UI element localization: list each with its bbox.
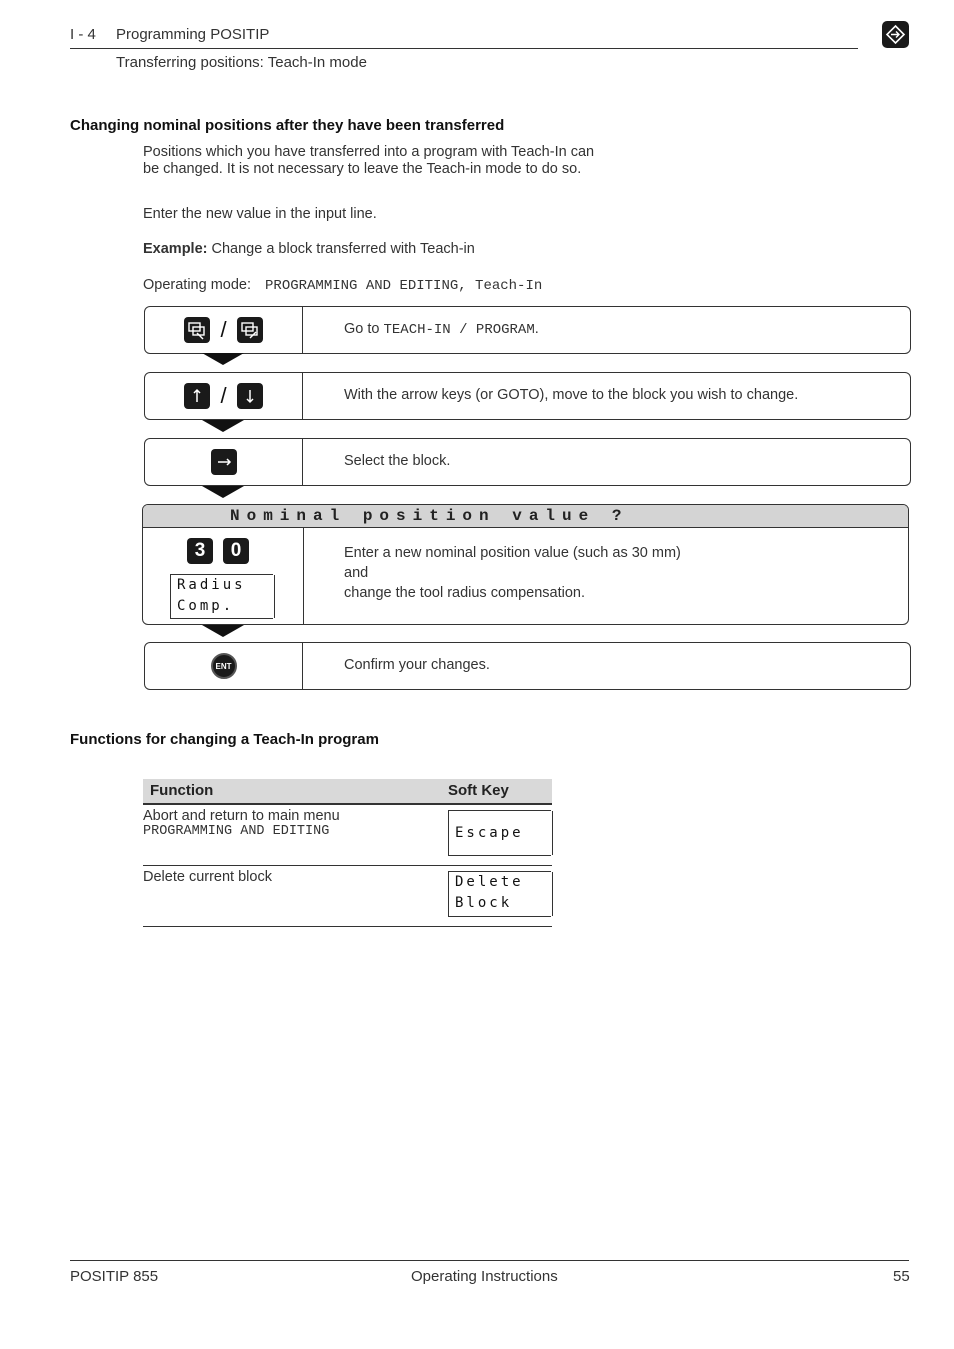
arrow-down-key-icon[interactable] [237, 383, 263, 409]
operating-mode-value: PROGRAMMING AND EDITING, Teach-In [265, 278, 543, 294]
key-separator: / [220, 383, 227, 408]
operating-mode-label: Operating mode: [143, 277, 252, 293]
flow-arrow-icon [202, 420, 244, 432]
softkey-line: Comp. [177, 598, 235, 614]
header-rule [70, 48, 858, 49]
step-select-block-arrows [144, 372, 911, 420]
function-label: Abort and return to main menu [143, 808, 340, 824]
step-description: Confirm your changes. [344, 657, 490, 673]
step-description [344, 543, 681, 603]
desc-line: change the tool radius compensation. [344, 585, 586, 601]
step-divider [302, 373, 303, 419]
example-label: Example: [143, 241, 208, 257]
footer-product: POSITIP 855 [70, 1268, 159, 1285]
softkey-line: Block [455, 895, 513, 911]
table-row [143, 866, 552, 927]
function-cell [143, 808, 340, 839]
key-separator: / [220, 317, 227, 342]
escape-softkey[interactable] [448, 810, 551, 856]
desc-line: and [344, 565, 369, 581]
teach-in-diamond-icon [882, 21, 909, 48]
step-keys [145, 373, 302, 419]
section-number: I - 4 [70, 26, 96, 43]
step-divider [302, 643, 303, 689]
step-enter-value [142, 504, 909, 625]
digit-key-3[interactable]: 3 [187, 538, 213, 564]
teach-in-key-icon[interactable] [184, 317, 210, 343]
step-description: Select the block. [344, 453, 451, 469]
desc-line: Enter a new nominal position value (such as 30 mm) [344, 545, 681, 561]
input-prompt-bar [143, 505, 908, 528]
step-keys [145, 439, 302, 485]
step-confirm [144, 642, 911, 690]
step-divider [302, 307, 303, 353]
step-keys [145, 643, 302, 689]
softkey-line: Radius [177, 577, 246, 593]
operating-mode-line [143, 277, 542, 295]
function-cell [143, 869, 272, 885]
functions-table [143, 779, 552, 927]
softkey-line: Escape [455, 825, 524, 841]
chapter-title: Programming POSITIP [116, 26, 270, 43]
section-heading: Functions for changing a Teach-In program [70, 731, 379, 748]
step-divider [302, 439, 303, 485]
example-text: Change a block transferred with Teach-in [207, 241, 475, 257]
flow-arrow-icon [202, 486, 244, 498]
function-label: Delete current block [143, 869, 272, 885]
digit-key-0[interactable]: 0 [223, 538, 249, 564]
flow-arrow-icon [202, 625, 244, 637]
footer-rule [70, 1260, 909, 1261]
col-softkey-header: Soft Key [448, 782, 509, 799]
ent-key-icon[interactable]: ENT [211, 653, 237, 679]
program-key-icon[interactable] [237, 317, 263, 343]
step-divider [303, 528, 304, 624]
footer-doc-title: Operating Instructions [411, 1268, 558, 1285]
step-description: Go to TEACH-IN / PROGRAM. [344, 321, 539, 338]
function-mode: PROGRAMMING AND EDITING [143, 824, 330, 839]
radius-comp-softkey[interactable] [170, 574, 273, 619]
section-subtitle: Transferring positions: Teach-In mode [116, 54, 367, 71]
softkey-line: Delete [455, 874, 524, 890]
section-heading: Changing nominal positions after they have been transferred [70, 117, 505, 134]
table-header [143, 779, 552, 805]
page-number: 55 [893, 1268, 910, 1285]
step-keys [145, 307, 302, 353]
intro-paragraph: Positions which you have transferred into a program with Teach-In can be changed. It is not necessary to leave the Teach-in mode to do so. [143, 144, 595, 177]
col-function-header: Function [150, 782, 214, 799]
instruction-paragraph: Enter the new value in the input line. [143, 206, 377, 222]
table-row [143, 805, 552, 866]
flow-arrow-icon [202, 353, 244, 365]
arrow-right-key-icon[interactable] [211, 449, 237, 475]
input-prompt-text: Nominal position value ? [230, 507, 629, 525]
step-description: With the arrow keys (or GOTO), move to the block you wish to change. [344, 387, 799, 403]
example-line [143, 241, 475, 258]
arrow-up-key-icon[interactable] [184, 383, 210, 409]
digit-keys [187, 538, 249, 564]
step-goto-teach-in [144, 306, 911, 354]
step-select-block [144, 438, 911, 486]
delete-block-softkey[interactable] [448, 871, 551, 917]
